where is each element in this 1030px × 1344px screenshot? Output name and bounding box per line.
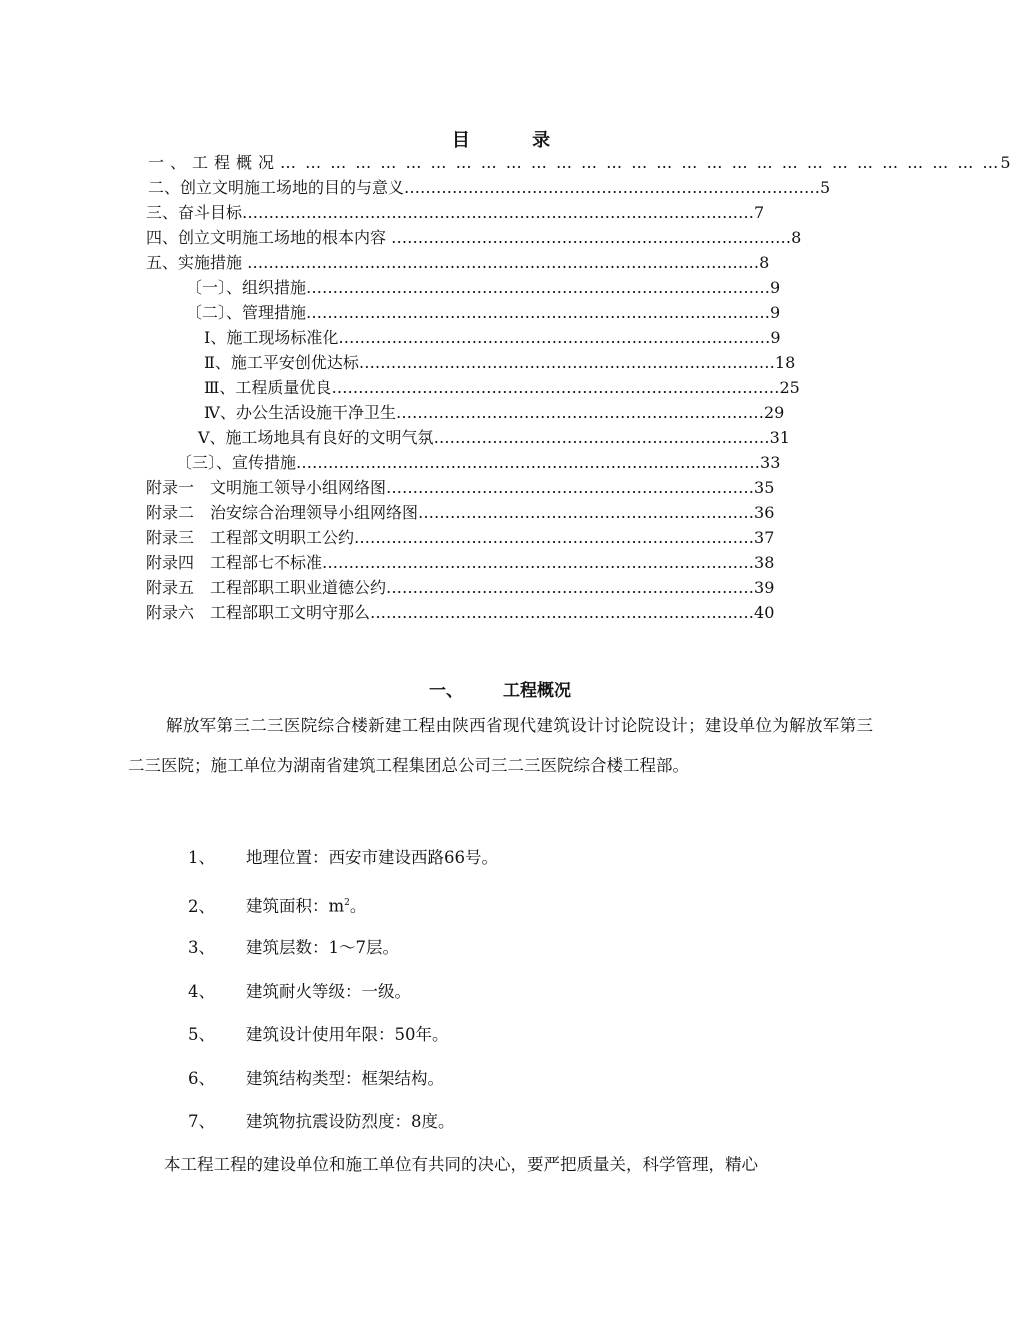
toc-entry-label: Ⅳ、办公生活设施干净卫生 [204, 403, 396, 422]
toc-entry-page: 5 [820, 178, 831, 197]
toc-entry-label: 附录二 治安综合治理领导小组网络图 [146, 503, 419, 522]
item-text: 地理位置：西安市建设西路66号。 [246, 848, 498, 867]
section-heading [0, 676, 1000, 701]
toc-entry-page: 36 [754, 503, 775, 522]
toc-leader: …………………………………………………………………………… [306, 278, 771, 297]
toc-entry[interactable] [146, 501, 774, 525]
item-text: 建筑物抗震设防烈度：8度。 [246, 1112, 455, 1131]
list-item [188, 846, 498, 870]
section-number: 一、 [429, 681, 463, 701]
item-text: 建筑结构类型：框架结构。 [246, 1069, 444, 1088]
toc-entry-page: 33 [760, 453, 781, 472]
toc-entry[interactable] [148, 151, 1017, 175]
toc-entry[interactable] [176, 451, 780, 475]
toc-entry-label: Ⅴ、施工场地具有良好的文明气氛 [198, 428, 434, 447]
toc-entry[interactable] [146, 476, 774, 500]
toc-entry-label: Ⅰ、施工现场标准化 [204, 328, 339, 347]
toc-leader: …………………………………………………………………… [358, 353, 775, 372]
toc-leader: …………………………………………………………… [386, 578, 755, 597]
toc-entry[interactable] [198, 426, 790, 450]
toc-leader: ……………………………………………………………………… [338, 328, 771, 347]
toc-entry[interactable] [204, 376, 800, 400]
toc-leader: … … … … … … … … … … … … … … … … … … … … … … … … … … … … … [280, 153, 1001, 172]
toc-leader: ……………………………………………………………………… [322, 553, 755, 572]
toc-entry-label: 五、实施措施 [146, 253, 248, 272]
item-number: 4、 [188, 982, 215, 1001]
toc-entry-page: 31 [769, 428, 790, 447]
toc-title: 目 录 [451, 130, 579, 151]
toc-entry-label: 附录六 工程部职工文明守那么 [146, 603, 371, 622]
closing-paragraph: 本工程工程的建设单位和施工单位有共同的决心，要严把质量关，科学管理，精心 [164, 1155, 758, 1174]
toc-leader: …………………………………………………………………… [404, 178, 821, 197]
toc-entry-page: 7 [754, 203, 765, 222]
toc-entry-page: 25 [779, 378, 800, 397]
item-text: 建筑面积：m [246, 896, 345, 916]
toc-entry-label: 二、创立文明施工场地的目的与意义 [148, 178, 405, 197]
list-item [188, 1067, 444, 1091]
toc-entry-label: 〔一〕、组织措施 [186, 278, 307, 297]
toc-leader: ……………………………………………………………… [370, 603, 755, 622]
toc-entry-label: 附录五 工程部职工职业道德公约 [146, 578, 387, 597]
toc-leader: …………………………………………………………………………………… [242, 203, 755, 222]
item-text: 建筑层数：1～7层。 [246, 938, 399, 957]
intro-paragraph: 解放军第三二三医院综合楼新建工程由陕西省现代建筑设计讨论院设计；建设单位为解放军第三二三医院；施工单位为湖南省建筑工程集团总公司三二三医院综合楼工程部。 [128, 716, 873, 775]
toc-entry-label: 附录一 文明施工领导小组网络图 [146, 478, 387, 497]
item-number: 1、 [188, 848, 215, 867]
toc-entry[interactable] [186, 276, 780, 300]
toc-entry[interactable] [186, 301, 780, 325]
toc-leader: ……………………………………………………… [418, 503, 755, 522]
toc-entry-page: 5 [1000, 153, 1017, 172]
toc-entry[interactable] [148, 176, 830, 200]
toc-leader: …………………………………………………………… [396, 403, 764, 422]
list-item [188, 936, 399, 960]
toc-entry[interactable] [146, 551, 774, 575]
item-number: 2、 [188, 896, 215, 916]
list-item [188, 891, 366, 915]
list-item [188, 980, 411, 1004]
item-text: 建筑设计使用年限：50年。 [246, 1025, 449, 1044]
list-item [188, 1023, 449, 1047]
toc-entry-label: 三、奋斗目标 [146, 203, 243, 222]
toc-entry[interactable] [204, 401, 784, 425]
toc-leader: ………………………………………………………………… [391, 228, 792, 247]
toc-entry-label: 〔三〕、宣传措施 [176, 453, 297, 472]
toc-entry-label: 四、创立文明施工场地的根本内容 [146, 228, 392, 247]
item-number: 7、 [188, 1112, 215, 1131]
toc-entry-label: Ⅲ、工程质量优良 [204, 378, 332, 397]
toc-entry-page: 8 [791, 228, 802, 247]
toc-entry[interactable] [146, 526, 774, 550]
toc-leader: …………………………………………………………………………………… [247, 253, 760, 272]
toc-leader: ……………………………………………………… [433, 428, 770, 447]
toc-entry-page: 37 [754, 528, 775, 547]
toc-entry[interactable] [146, 251, 769, 275]
toc-entry-label: Ⅱ、施工平安创优达标 [204, 353, 359, 372]
toc-entry[interactable] [146, 601, 774, 625]
toc-entry-page: 40 [754, 603, 775, 622]
toc-entry[interactable] [204, 351, 795, 375]
item-number: 6、 [188, 1069, 215, 1088]
toc-leader: …………………………………………………………………………… [296, 453, 761, 472]
toc-leader: ………………………………………………………………………… [331, 378, 780, 397]
list-item [188, 1110, 455, 1134]
toc-entry-page: 9 [770, 328, 781, 347]
toc-entry-page: 35 [754, 478, 775, 497]
item-text: 建筑耐火等级：一级。 [246, 982, 411, 1001]
toc-entry[interactable] [204, 326, 781, 350]
toc-entry[interactable] [146, 576, 774, 600]
item-number: 3、 [188, 938, 215, 957]
toc-entry-page: 39 [754, 578, 775, 597]
toc-entry-label: 一、工程概况 [148, 153, 281, 172]
toc-entry[interactable] [146, 226, 801, 250]
toc-entry-label: 附录三 工程部文明职工公约 [146, 528, 355, 547]
item-tail: 。 [349, 896, 367, 916]
toc-entry-label: 附录四 工程部七不标准 [146, 553, 323, 572]
item-superscript: 2 [344, 898, 350, 908]
toc-entry-label: 〔二〕、管理措施 [186, 303, 307, 322]
toc-entry-page: 8 [759, 253, 770, 272]
toc-leader: …………………………………………………………………………… [306, 303, 771, 322]
toc-entry-page: 29 [764, 403, 785, 422]
toc-leader: …………………………………………………………… [386, 478, 755, 497]
toc-entry[interactable] [146, 201, 764, 225]
toc-entry-page: 9 [770, 278, 781, 297]
toc-entry-page: 38 [754, 553, 775, 572]
item-number: 5、 [188, 1025, 215, 1044]
toc-entry-page: 18 [774, 353, 796, 372]
toc-entry-page: 9 [770, 303, 781, 322]
section-title: 工程概况 [503, 681, 571, 701]
toc-leader: ………………………………………………………………… [354, 528, 755, 547]
